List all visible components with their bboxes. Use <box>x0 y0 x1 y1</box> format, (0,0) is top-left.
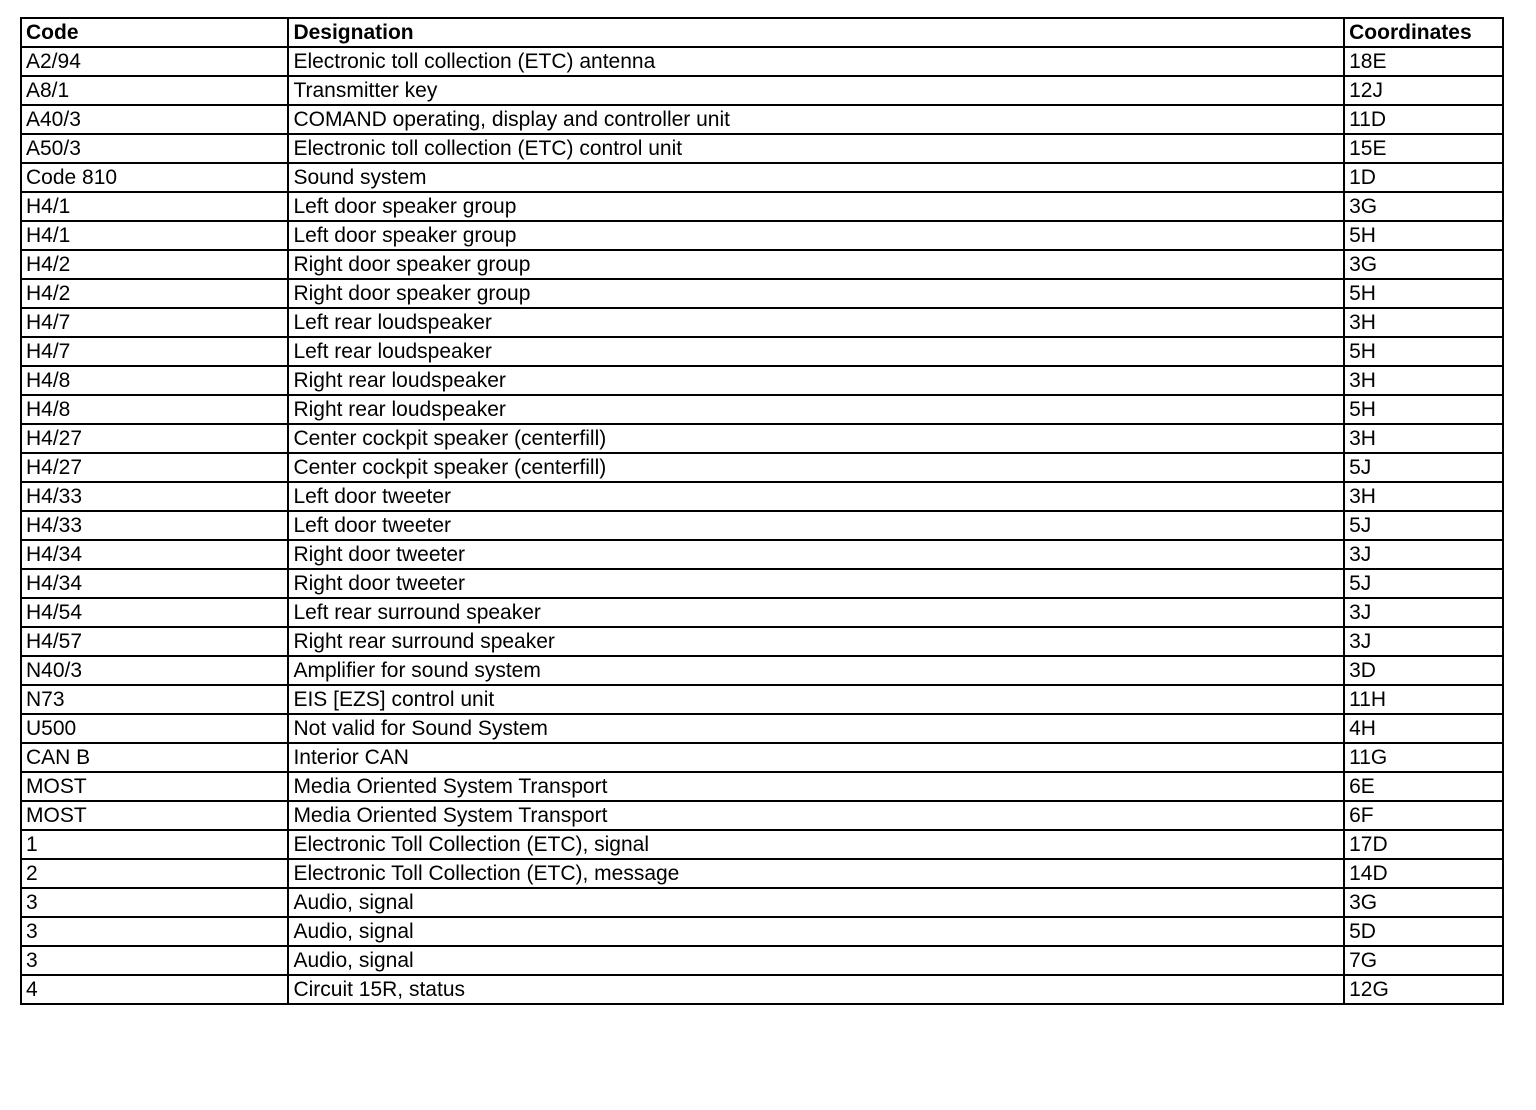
cell-code: H4/2 <box>21 279 288 308</box>
cell-designation: Transmitter key <box>288 76 1344 105</box>
cell-coordinates: 11G <box>1344 743 1503 772</box>
table-row <box>21 830 1503 859</box>
table-row <box>21 76 1503 105</box>
cell-coordinates: 3H <box>1344 482 1503 511</box>
cell-designation: Left door tweeter <box>288 511 1344 540</box>
cell-designation: Audio, signal <box>288 888 1344 917</box>
cell-coordinates: 3H <box>1344 424 1503 453</box>
cell-coordinates: 5J <box>1344 511 1503 540</box>
cell-designation: Right rear loudspeaker <box>288 395 1344 424</box>
table-row <box>21 47 1503 76</box>
cell-designation: Right rear surround speaker <box>288 627 1344 656</box>
cell-code: MOST <box>21 801 288 830</box>
cell-code: H4/2 <box>21 250 288 279</box>
cell-designation: Electronic Toll Collection (ETC), message <box>288 859 1344 888</box>
cell-coordinates: 5J <box>1344 453 1503 482</box>
cell-designation: Electronic toll collection (ETC) control unit <box>288 134 1344 163</box>
cell-code: A8/1 <box>21 76 288 105</box>
table-row <box>21 395 1503 424</box>
table-row <box>21 163 1503 192</box>
cell-code: H4/7 <box>21 308 288 337</box>
cell-coordinates: 5J <box>1344 569 1503 598</box>
cell-designation: Audio, signal <box>288 946 1344 975</box>
cell-coordinates: 11D <box>1344 105 1503 134</box>
cell-designation: Right rear loudspeaker <box>288 366 1344 395</box>
cell-designation: Interior CAN <box>288 743 1344 772</box>
table-row <box>21 598 1503 627</box>
table-row <box>21 801 1503 830</box>
cell-code: H4/34 <box>21 569 288 598</box>
cell-coordinates: 5H <box>1344 279 1503 308</box>
table-row <box>21 888 1503 917</box>
cell-designation: Left rear surround speaker <box>288 598 1344 627</box>
cell-designation: Not valid for Sound System <box>288 714 1344 743</box>
header-coordinates: Coordinates <box>1344 18 1503 47</box>
table-row <box>21 308 1503 337</box>
cell-coordinates: 5D <box>1344 917 1503 946</box>
cell-coordinates: 3J <box>1344 627 1503 656</box>
table-row <box>21 105 1503 134</box>
table-row <box>21 656 1503 685</box>
cell-code: N73 <box>21 685 288 714</box>
cell-code: H4/33 <box>21 511 288 540</box>
table-row <box>21 627 1503 656</box>
cell-coordinates: 3H <box>1344 366 1503 395</box>
cell-coordinates: 11H <box>1344 685 1503 714</box>
table-row <box>21 192 1503 221</box>
table-row <box>21 859 1503 888</box>
header-row <box>21 18 1503 47</box>
table-body <box>21 47 1503 1004</box>
cell-code: H4/54 <box>21 598 288 627</box>
cell-coordinates: 7G <box>1344 946 1503 975</box>
cell-coordinates: 3J <box>1344 540 1503 569</box>
table-row <box>21 569 1503 598</box>
cell-coordinates: 5H <box>1344 337 1503 366</box>
cell-coordinates: 3G <box>1344 888 1503 917</box>
cell-designation: Media Oriented System Transport <box>288 801 1344 830</box>
table-row <box>21 482 1503 511</box>
cell-coordinates: 18E <box>1344 47 1503 76</box>
table-row <box>21 337 1503 366</box>
cell-coordinates: 3J <box>1344 598 1503 627</box>
cell-designation: Left rear loudspeaker <box>288 308 1344 337</box>
cell-code: H4/57 <box>21 627 288 656</box>
table-row <box>21 279 1503 308</box>
cell-code: Code 810 <box>21 163 288 192</box>
cell-code: H4/1 <box>21 221 288 250</box>
table-row <box>21 511 1503 540</box>
cell-designation: Electronic Toll Collection (ETC), signal <box>288 830 1344 859</box>
cell-coordinates: 3D <box>1344 656 1503 685</box>
cell-code: H4/34 <box>21 540 288 569</box>
cell-coordinates: 6E <box>1344 772 1503 801</box>
cell-code: N40/3 <box>21 656 288 685</box>
cell-code: 3 <box>21 946 288 975</box>
cell-code: 3 <box>21 888 288 917</box>
cell-designation: Left rear loudspeaker <box>288 337 1344 366</box>
cell-code: A2/94 <box>21 47 288 76</box>
cell-code: H4/7 <box>21 337 288 366</box>
cell-designation: Circuit 15R, status <box>288 975 1344 1004</box>
cell-coordinates: 6F <box>1344 801 1503 830</box>
table-row <box>21 975 1503 1004</box>
header-code: Code <box>21 18 288 47</box>
cell-code: H4/8 <box>21 366 288 395</box>
cell-code: H4/33 <box>21 482 288 511</box>
cell-code: H4/27 <box>21 453 288 482</box>
table-row <box>21 453 1503 482</box>
cell-designation: Left door tweeter <box>288 482 1344 511</box>
cell-code: MOST <box>21 772 288 801</box>
cell-code: 4 <box>21 975 288 1004</box>
cell-designation: Right door speaker group <box>288 279 1344 308</box>
cell-code: 2 <box>21 859 288 888</box>
cell-designation: Right door tweeter <box>288 540 1344 569</box>
table-row <box>21 221 1503 250</box>
cell-coordinates: 12G <box>1344 975 1503 1004</box>
cell-code: H4/27 <box>21 424 288 453</box>
cell-designation: Amplifier for sound system <box>288 656 1344 685</box>
cell-code: H4/8 <box>21 395 288 424</box>
cell-designation: Media Oriented System Transport <box>288 772 1344 801</box>
cell-designation: COMAND operating, display and controller unit <box>288 105 1344 134</box>
cell-code: U500 <box>21 714 288 743</box>
cell-designation: Left door speaker group <box>288 221 1344 250</box>
cell-designation: Right door speaker group <box>288 250 1344 279</box>
cell-designation: Left door speaker group <box>288 192 1344 221</box>
table-row <box>21 424 1503 453</box>
cell-coordinates: 15E <box>1344 134 1503 163</box>
cell-designation: Electronic toll collection (ETC) antenna <box>288 47 1344 76</box>
cell-designation: Right door tweeter <box>288 569 1344 598</box>
table-row <box>21 772 1503 801</box>
cell-code: 3 <box>21 917 288 946</box>
cell-designation: Center cockpit speaker (centerfill) <box>288 453 1344 482</box>
cell-code: CAN B <box>21 743 288 772</box>
table-row <box>21 917 1503 946</box>
table-row <box>21 134 1503 163</box>
cell-code: H4/1 <box>21 192 288 221</box>
cell-coordinates: 1D <box>1344 163 1503 192</box>
cell-designation: Sound system <box>288 163 1344 192</box>
cell-coordinates: 3G <box>1344 192 1503 221</box>
cell-coordinates: 14D <box>1344 859 1503 888</box>
table-row <box>21 946 1503 975</box>
cell-designation: Audio, signal <box>288 917 1344 946</box>
table-row <box>21 540 1503 569</box>
cell-coordinates: 17D <box>1344 830 1503 859</box>
cell-coordinates: 3G <box>1344 250 1503 279</box>
cell-coordinates: 5H <box>1344 395 1503 424</box>
component-legend-table <box>20 17 1504 1005</box>
table-row <box>21 366 1503 395</box>
table-row <box>21 714 1503 743</box>
table-header <box>21 18 1503 47</box>
cell-coordinates: 12J <box>1344 76 1503 105</box>
cell-designation: EIS [EZS] control unit <box>288 685 1344 714</box>
cell-code: A50/3 <box>21 134 288 163</box>
cell-coordinates: 3H <box>1344 308 1503 337</box>
cell-designation: Center cockpit speaker (centerfill) <box>288 424 1344 453</box>
cell-coordinates: 5H <box>1344 221 1503 250</box>
cell-coordinates: 4H <box>1344 714 1503 743</box>
cell-code: A40/3 <box>21 105 288 134</box>
cell-code: 1 <box>21 830 288 859</box>
table-row <box>21 250 1503 279</box>
table-row <box>21 685 1503 714</box>
table-row <box>21 743 1503 772</box>
header-designation: Designation <box>288 18 1344 47</box>
